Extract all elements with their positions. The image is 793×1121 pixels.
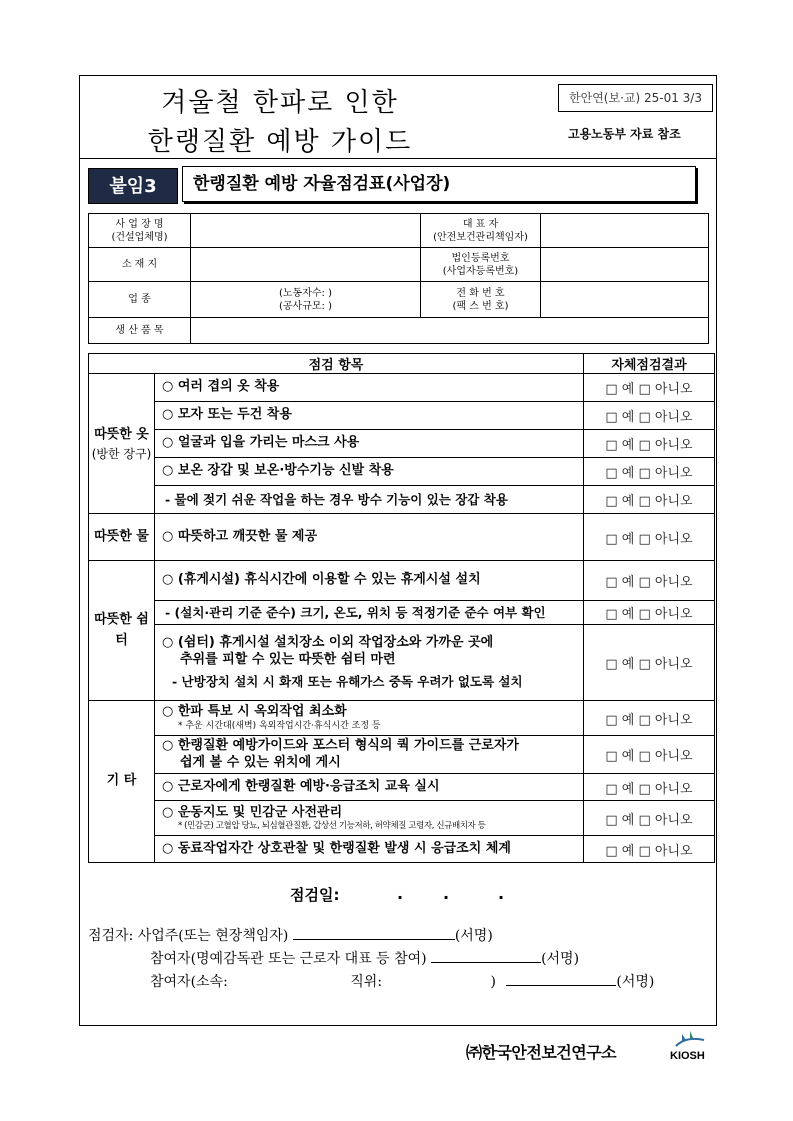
check-item: ○ 운동지도 및 민감군 사전관리 * (민감군) 고혈압 당뇨, 뇌심혈관질환, 갑상선 기능저하, 허약체질 고령자, 신규배치자 등 xyxy=(155,801,584,836)
title-line-1: 겨울철 한파로 인한 xyxy=(161,88,399,118)
registration-field[interactable] xyxy=(541,248,709,282)
check-item: ○ 보온 장갑 및 보온·방수기능 신발 착용 xyxy=(155,458,584,486)
representative-field[interactable] xyxy=(541,214,709,248)
product-label: 생 산 품 목 xyxy=(89,318,191,344)
result-checkbox[interactable]: □ 예 □ 아니오 xyxy=(584,430,715,458)
company-field[interactable] xyxy=(191,214,421,248)
phone-label: 전 화 번 호 (팩 스 번 호) xyxy=(421,282,541,318)
check-item: ○ 한랭질환 예방가이드와 포스터 형식의 쿽 가이드를 근로자가 쉽게 볼 수 있는 위치에 게시 xyxy=(155,736,584,774)
attachment-badge: 붙임3 xyxy=(88,168,178,204)
date-separator: . xyxy=(443,884,450,903)
items-header: 점검 항목 xyxy=(89,354,584,374)
organization-name: ㈜한국안전보건연구소 xyxy=(466,1043,617,1062)
result-checkbox[interactable]: □ 예 □ 아니오 xyxy=(584,625,715,701)
result-checkbox[interactable]: □ 예 □ 아니오 xyxy=(584,486,715,514)
result-checkbox[interactable]: □ 예 □ 아니오 xyxy=(584,374,715,402)
reference-note: 고용노동부 자료 참조 xyxy=(568,127,681,141)
check-subitem: - 물에 젖기 쉬운 작업을 하는 경우 방수 기능이 있는 장갑 착용 xyxy=(155,486,584,514)
document-number: 한안연(보·교) 25-01 3/3 xyxy=(558,84,713,112)
check-item: ○ 얼굴과 입을 가리는 마스크 사용 xyxy=(155,430,584,458)
category-warm-shelter: 따뜻한 쉼터 xyxy=(89,561,155,701)
check-item: ○ (휴게시설) 휴식시간에 이용할 수 있는 휴게시설 설치 xyxy=(155,561,584,601)
inspector-line: 점검자: 사업주(또는 현장책임자) (서명) xyxy=(88,928,493,944)
result-checkbox[interactable]: □ 예 □ 아니오 xyxy=(584,458,715,486)
result-checkbox[interactable]: □ 예 □ 아니오 xyxy=(584,736,715,774)
address-field[interactable] xyxy=(191,248,421,282)
product-field[interactable] xyxy=(191,318,709,344)
address-label: 소 재 지 xyxy=(89,248,191,282)
check-subitem: - (설치·관리 기준 준수) 크기, 온도, 위치 등 적정기준 준수 여부 확인 xyxy=(155,601,584,625)
result-checkbox[interactable]: □ 예 □ 아니오 xyxy=(584,836,715,863)
participant1-signature-field[interactable] xyxy=(431,950,541,963)
category-warm-clothes: 따뜻한 옷 (방한 장구) xyxy=(89,374,155,514)
logo-text: KIOSH xyxy=(670,1050,705,1062)
check-date-label: 점검일: xyxy=(290,886,340,904)
participant2-line: 참여자(소속: 직위: ) (서명) xyxy=(150,974,655,990)
header-divider xyxy=(79,158,717,159)
participant2-signature-field[interactable] xyxy=(506,973,616,986)
kiosh-logo-icon xyxy=(668,1028,712,1062)
check-item: ○ (쉼터) 휴게시설 설치장소 이외 작업장소와 가까운 곳에 추위를 피할 수 있는 따뜻한 쉼터 마련 - 난방장치 설치 시 화재 또는 유해가스 중독 우려가 없도록 설치 xyxy=(155,625,584,701)
industry-label: 업 종 xyxy=(89,282,191,318)
phone-field[interactable] xyxy=(541,282,709,318)
category-warm-water: 따뜻한 물 xyxy=(89,514,155,561)
industry-field[interactable]: (노동자수: ) (공사규모: ) xyxy=(191,282,421,318)
result-checkbox[interactable]: □ 예 □ 아니오 xyxy=(584,774,715,801)
participant1-line: 참여자(명예감독관 또는 근로자 대표 등 참여) (서명) xyxy=(150,951,580,967)
company-label: 사 업 장 명 (건설업체명) xyxy=(89,214,191,248)
attachment-title: 한랭질환 예방 자율점검표(사업장) xyxy=(182,166,696,202)
result-checkbox[interactable]: □ 예 □ 아니오 xyxy=(584,402,715,430)
date-separator: . xyxy=(397,884,404,903)
check-item: ○ 따뜻하고 깨끗한 물 제공 xyxy=(155,514,584,561)
result-header: 자체점검결과 xyxy=(584,354,715,374)
business-info-table xyxy=(88,213,709,344)
result-checkbox[interactable]: □ 예 □ 아니오 xyxy=(584,601,715,625)
category-other: 기 타 xyxy=(89,701,155,863)
check-item: ○ 모자 또는 두건 착용 xyxy=(155,402,584,430)
result-checkbox[interactable]: □ 예 □ 아니오 xyxy=(584,701,715,736)
inspector-signature-field[interactable] xyxy=(293,927,455,940)
result-checkbox[interactable]: □ 예 □ 아니오 xyxy=(584,801,715,836)
title-line-2: 한랭질환 예방 가이드 xyxy=(147,127,413,157)
check-item: ○ 한파 특보 시 옥외작업 최소화 * 추운 시간대(새벽) 옥외작업시간·휴식시간 조정 등 xyxy=(155,701,584,736)
registration-label: 법인등록번호 (사업자등록번호) xyxy=(421,248,541,282)
result-checkbox[interactable]: □ 예 □ 아니오 xyxy=(584,514,715,561)
check-item: ○ 근로자에게 한랭질환 예방·응급조치 교육 실시 xyxy=(155,774,584,801)
check-item: ○ 동료작업자간 상호관찰 및 한랭질환 발생 시 응급조치 체계 xyxy=(155,836,584,863)
check-item: ○ 여러 겹의 옷 착용 xyxy=(155,374,584,402)
result-checkbox[interactable]: □ 예 □ 아니오 xyxy=(584,561,715,601)
representative-label: 대 표 자 (안전보건관리책임자) xyxy=(421,214,541,248)
self-check-table xyxy=(88,353,715,863)
date-separator: . xyxy=(498,884,505,903)
